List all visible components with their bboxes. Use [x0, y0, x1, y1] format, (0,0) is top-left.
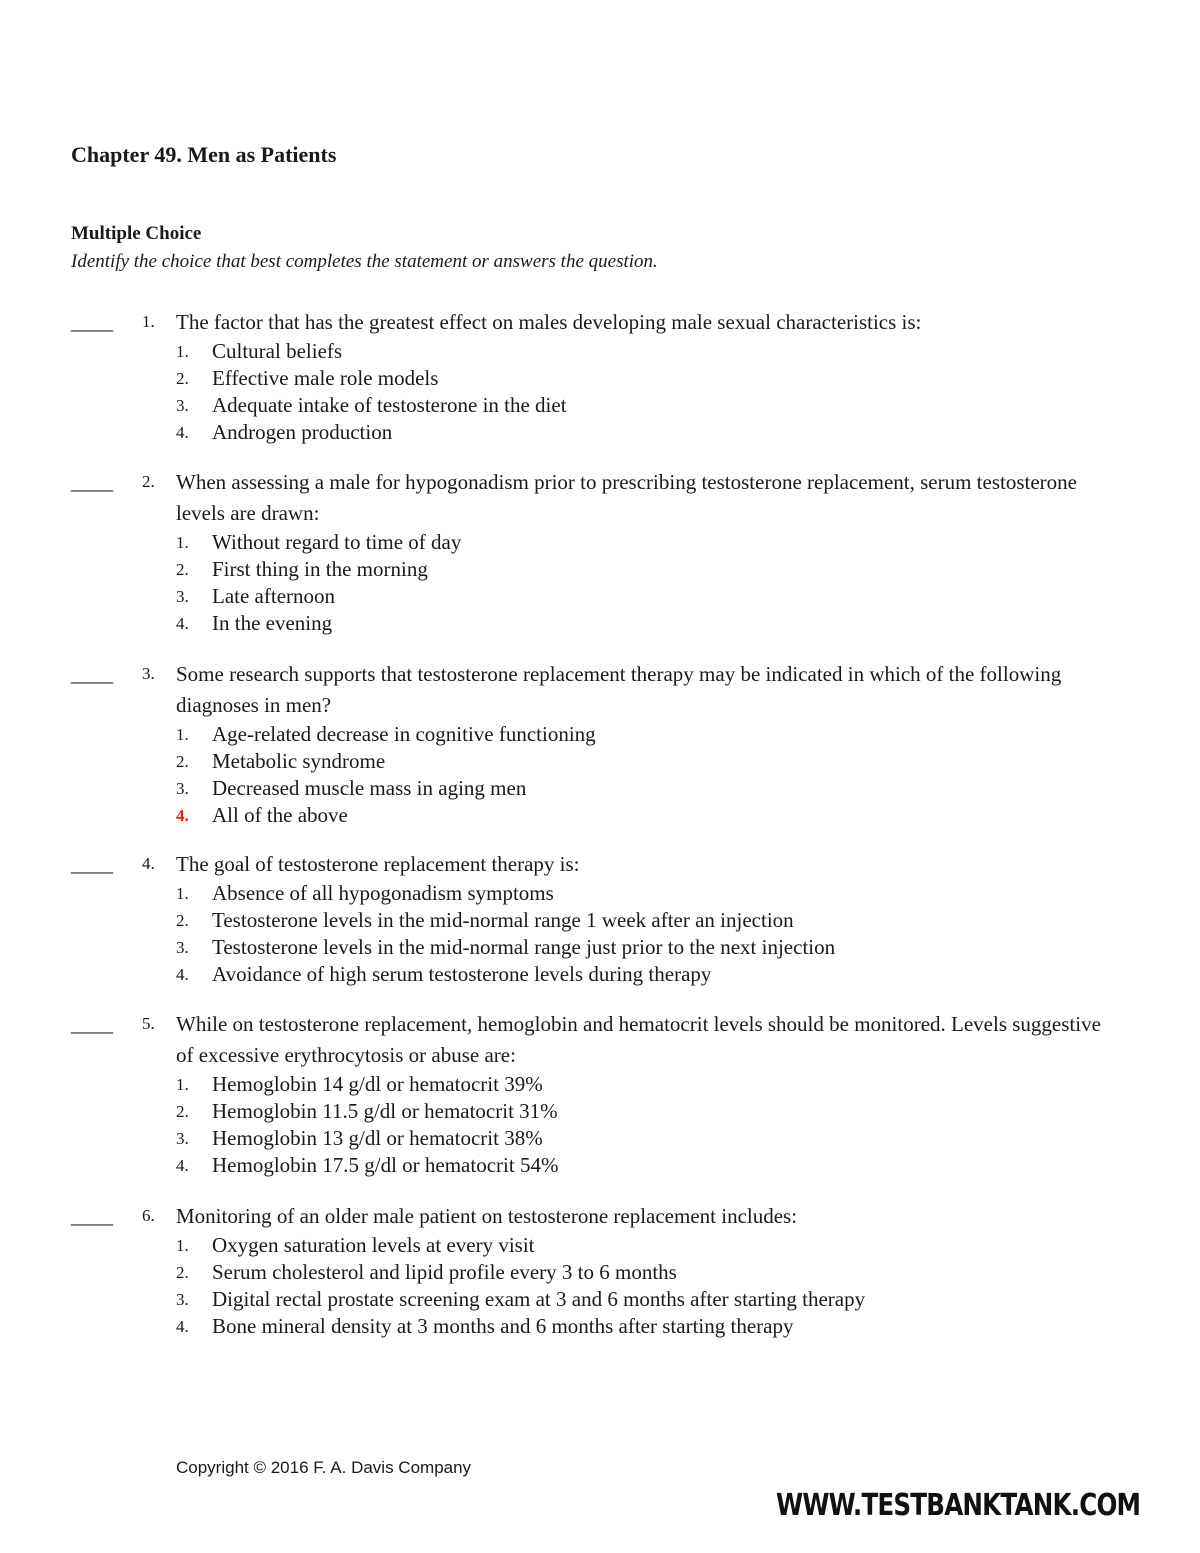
answer-blank[interactable]: ____	[71, 852, 113, 876]
option-text: Digital rectal prostate screening exam at 3 and 6 months after starting therapy	[212, 1287, 866, 1311]
option-text: Metabolic syndrome	[212, 749, 386, 773]
option-text: Testosterone levels in the mid-normal range 1 week after an injection	[212, 908, 794, 932]
option-text: Age-related decrease in cognitive functioning	[212, 722, 596, 746]
question-number: 4.	[142, 854, 155, 873]
option-number: 1.	[176, 342, 189, 361]
option-number: 2.	[176, 752, 189, 771]
option-text: Hemoglobin 14 g/dl or hematocrit 39%	[212, 1072, 543, 1096]
option-number: 1.	[176, 533, 189, 552]
option-number: 3.	[176, 938, 189, 957]
question-stem: When assessing a male for hypogonadism prior to prescribing testosterone replacement, serum testosterone levels are drawn:	[176, 470, 1077, 525]
question-stem: While on testosterone replacement, hemoglobin and hematocrit levels should be monitored. Levels suggestive of excessive erythrocytosis or abuse are:	[176, 1012, 1101, 1067]
option-text: Hemoglobin 17.5 g/dl or hematocrit 54%	[212, 1153, 559, 1177]
answer-blank[interactable]: ____	[71, 1204, 113, 1228]
option-number: 3.	[176, 396, 189, 415]
option-text: Cultural beliefs	[212, 339, 343, 363]
answer-blank[interactable]: ____	[71, 662, 113, 686]
question-stem: The goal of testosterone replacement therapy is:	[176, 852, 580, 876]
option-text: Serum cholesterol and lipid profile every 3 to 6 months	[212, 1260, 677, 1284]
option-text: Absence of all hypogonadism symptoms	[212, 881, 554, 905]
website-watermark: WWW.TESTBANKTANK.COM	[776, 1488, 1141, 1523]
option-number: 4.	[176, 1156, 189, 1175]
option-number: 3.	[176, 1290, 189, 1309]
option-number: 2.	[176, 911, 189, 930]
answer-blank[interactable]: ____	[71, 310, 113, 334]
option-number: 4.	[176, 965, 189, 984]
option-number: 2.	[176, 560, 189, 579]
section-title: Multiple Choice	[71, 223, 202, 244]
option-number: 4.	[176, 614, 189, 633]
option-number: 3.	[176, 587, 189, 606]
instructions: Identify the choice that best completes the statement or answers the question.	[71, 251, 658, 272]
chapter-title: Chapter 49. Men as Patients	[71, 142, 337, 167]
question-stem: The factor that has the greatest effect on males developing male sexual characteristics is:	[176, 310, 922, 334]
option-number: 3.	[176, 1129, 189, 1148]
answer-blank[interactable]: ____	[71, 1012, 113, 1036]
option-number: 2.	[176, 1263, 189, 1282]
option-text: Bone mineral density at 3 months and 6 months after starting therapy	[212, 1314, 794, 1338]
option-number: 1.	[176, 884, 189, 903]
option-text: Hemoglobin 13 g/dl or hematocrit 38%	[212, 1126, 543, 1150]
answer-blank[interactable]: ____	[71, 470, 113, 494]
marked-answer-number: 4.	[176, 806, 189, 825]
option-number: 1.	[176, 1236, 189, 1255]
question-number: 6.	[142, 1206, 155, 1225]
copyright-notice: Copyright © 2016 F. A. Davis Company	[176, 1458, 472, 1477]
option-text: Effective male role models	[212, 366, 439, 390]
option-text: Without regard to time of day	[212, 530, 462, 554]
question-stem: Monitoring of an older male patient on testosterone replacement includes:	[176, 1204, 798, 1228]
question-number: 5.	[142, 1014, 155, 1033]
option-text: Androgen production	[212, 420, 393, 444]
option-text: In the evening	[212, 611, 333, 635]
question-number: 2.	[142, 472, 155, 491]
option-text: Avoidance of high serum testosterone levels during therapy	[212, 962, 712, 986]
option-number: 1.	[176, 1075, 189, 1094]
option-number: 1.	[176, 725, 189, 744]
option-text: Decreased muscle mass in aging men	[212, 776, 527, 800]
option-number: 2.	[176, 369, 189, 388]
option-number: 4.	[176, 423, 189, 442]
option-number: 3.	[176, 779, 189, 798]
option-text: Late afternoon	[212, 584, 336, 608]
option-text: Adequate intake of testosterone in the diet	[212, 393, 567, 417]
option-text: Testosterone levels in the mid-normal range just prior to the next injection	[212, 935, 836, 959]
option-text: Oxygen saturation levels at every visit	[212, 1233, 535, 1257]
option-text: All of the above	[212, 803, 348, 827]
option-number: 2.	[176, 1102, 189, 1121]
option-text: Hemoglobin 11.5 g/dl or hematocrit 31%	[212, 1099, 558, 1123]
question-number: 3.	[142, 664, 155, 683]
question-stem: Some research supports that testosterone replacement therapy may be indicated in which of the following diagnoses in men?	[176, 662, 1062, 717]
question-number: 1.	[142, 312, 155, 331]
option-number: 4.	[176, 1317, 189, 1336]
option-text: First thing in the morning	[212, 557, 428, 581]
